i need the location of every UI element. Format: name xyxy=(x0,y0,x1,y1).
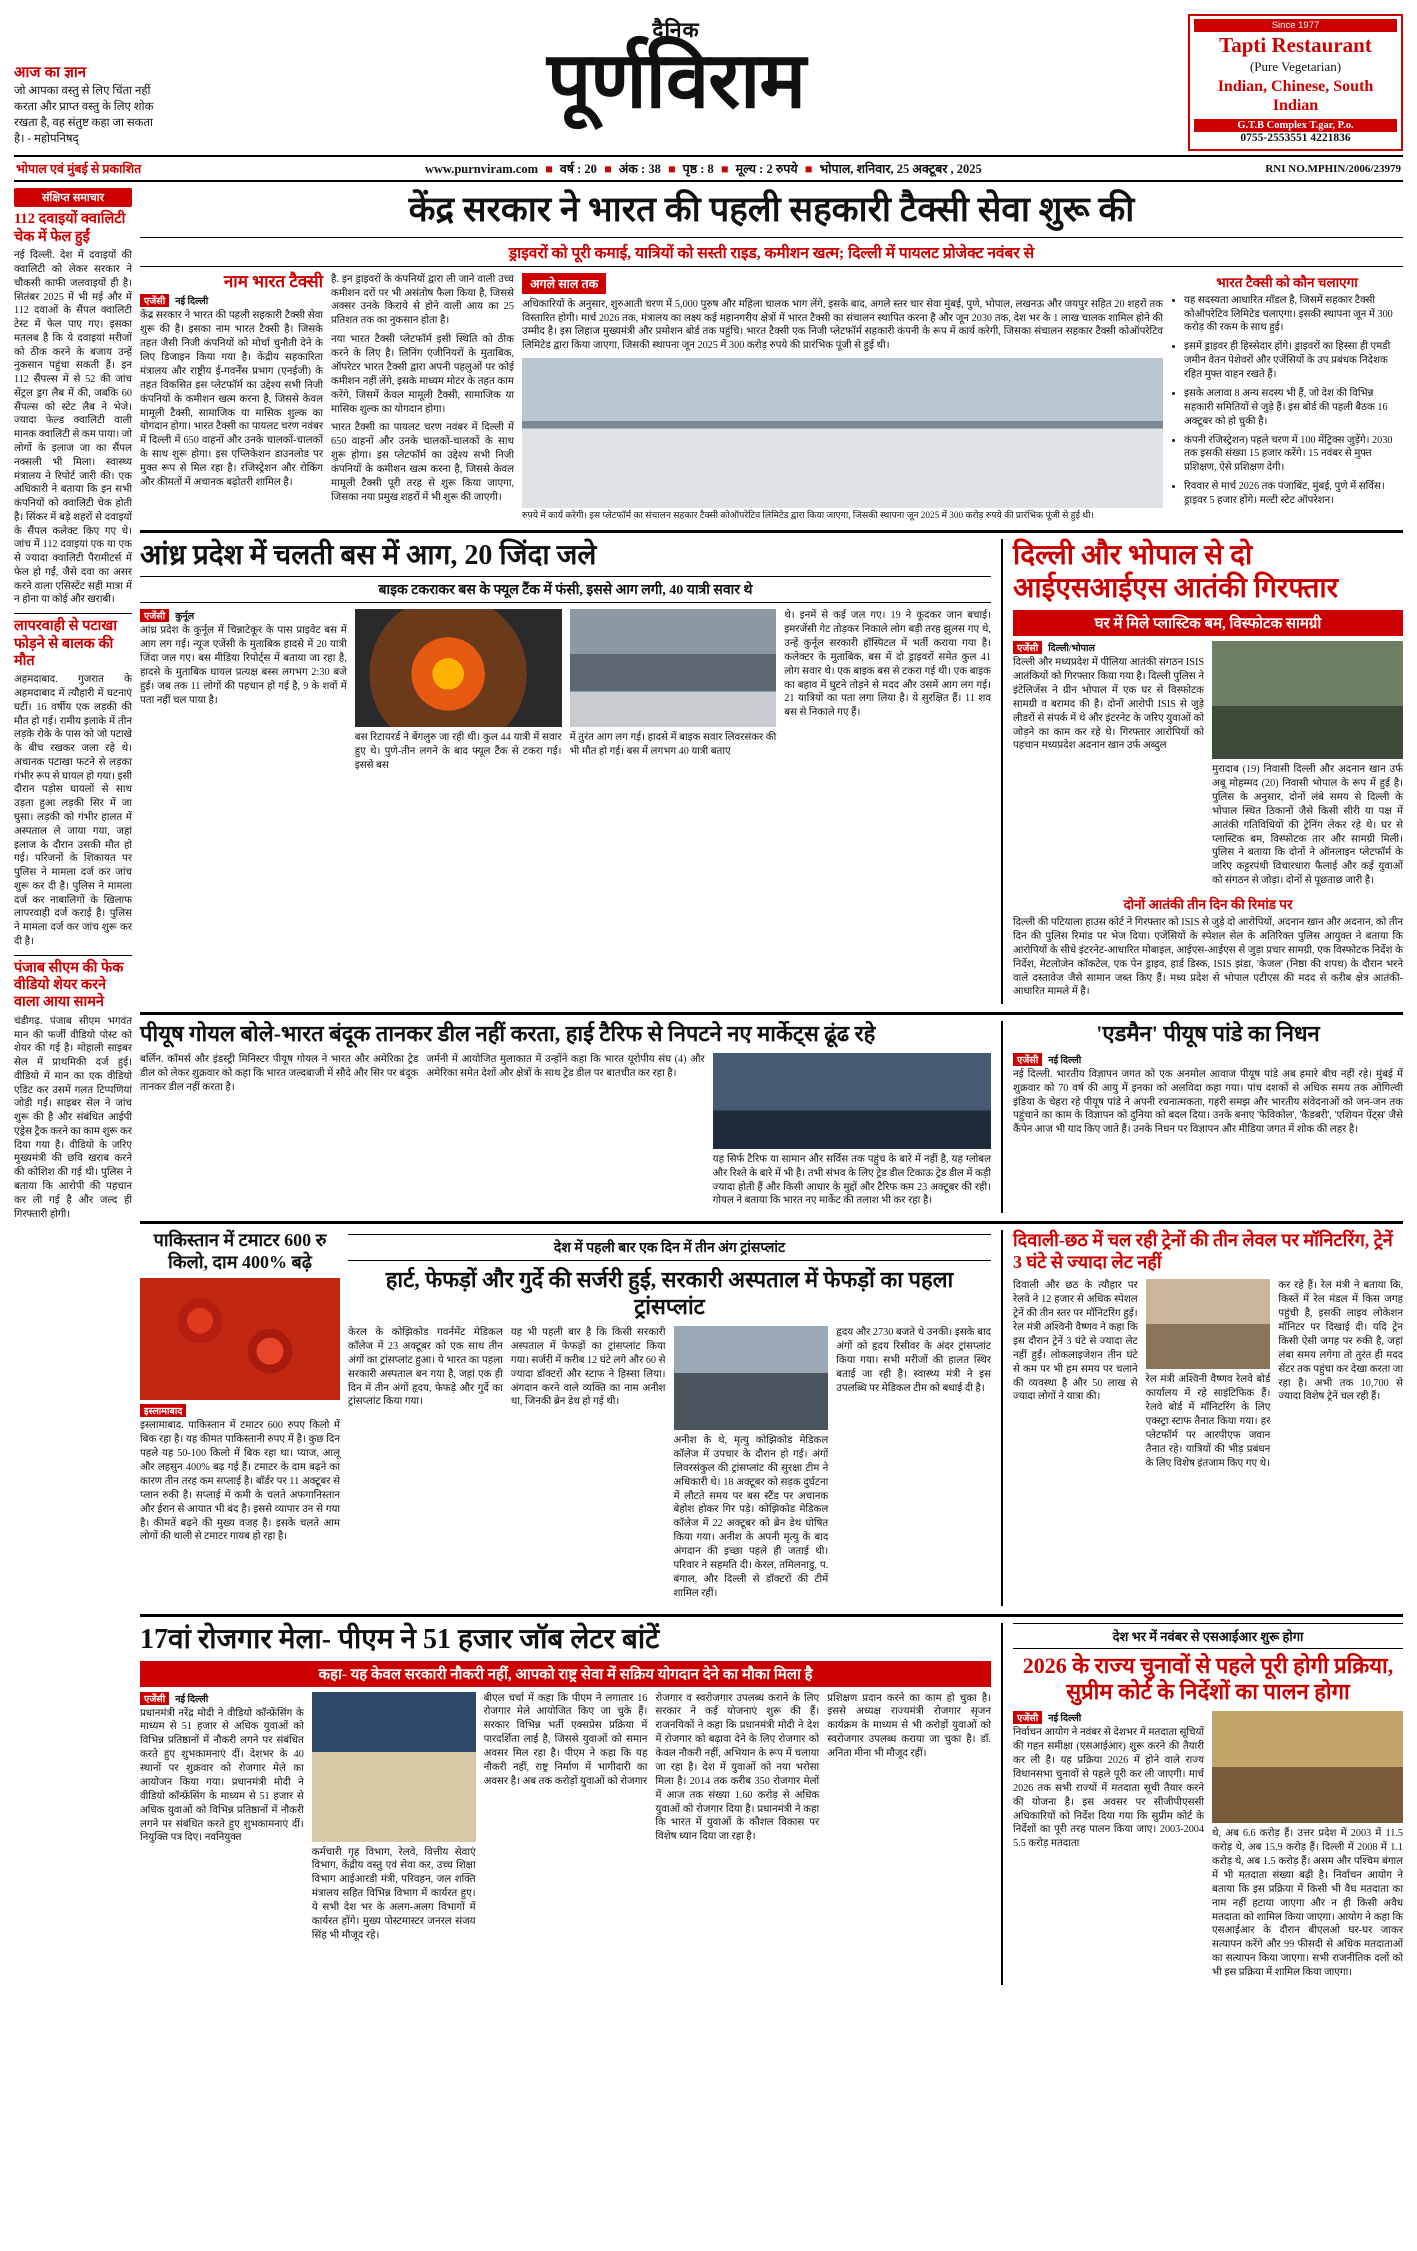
transplant-col-3 xyxy=(674,1326,829,1606)
ad-phone: 0755-2553551 4221836 xyxy=(1240,132,1351,145)
byline-agency: एजेंसी xyxy=(1013,641,1042,654)
isis-text-1: दिल्ली और मध्यप्रदेश में पीलिया आतंकी संगठन ISIS आतंकियों को गिरफ्तार किया गया है। दिल्ली पुलिस ने इंटेलिजेंस ने ग्रीन भोपाल में एक घर से विस्फोटक सामग्री व बरामद की है। दोनों आरोपी ISIS से जुड़े लीडरों से संपर्क में थे और इंटरनेट के जरिए युवाओं को जोड़ने का काम कर रहे थे। गिरफ्तार आरोपियों को पहचान मध्यप्रदेश अदनान खान उर्फ अब्दुल xyxy=(1013,657,1204,752)
section-divider xyxy=(140,530,1403,533)
tomato-photo xyxy=(140,1278,340,1400)
isis-col-1 xyxy=(1013,641,1204,893)
bus-fire-photo xyxy=(355,609,562,727)
rail-item xyxy=(14,614,132,955)
pandey-obit-story xyxy=(1001,1021,1403,1213)
train-col-2 xyxy=(1146,1279,1271,1475)
train-text-3: कर रहे हैं। रेल मंत्री ने बताया कि, किस्तें में रेल मंडल में किस जगह पहुंची है, इसकी लाइव लोकेशन मॉनिटर पर दिखाई दी। यदि ट्रेन किसी ऐसी जगह पर रुकी है, जहां लंबा समय लगेगा तो तुरंत ही मदद सेंटर तक पहुंचा कर देखा करता जा रहा है। अभी तक 10,700 से ज्यादा विशेष ट्रेनें चल रही हैं। xyxy=(1278,1280,1404,1403)
rozgar-col-5 xyxy=(827,1692,991,1948)
bus-fire-col-1 xyxy=(140,609,347,778)
goyal-photo xyxy=(713,1053,991,1149)
train-col-3 xyxy=(1278,1279,1403,1475)
section-divider xyxy=(140,1221,1403,1224)
rozgar-text-5: प्रशिक्षण प्रदान करने का काम हो चुका है। इससे अध्यक्ष राज्यमंत्री रोजगार सृजन कार्यक्रम के माध्यम से भी करोड़ों युवाओं को स्वरोजगार उपलब्ध कराया जा चुका है। डॉ. अनिता मीना भी मौजूद रहीं। xyxy=(827,1692,991,1760)
byline xyxy=(140,609,347,622)
rozgar-col-2 xyxy=(312,1692,476,1948)
rail-item-text: चंडीगढ़. पंजाब सीएम भगवंत मान की फर्जी वीडियो पोस्ट को शेयर की गई है। मोहाली साइबर सेल में प्राथमिकी दर्ज हुई। वीडियो में मान का एक वीडियो एडिट कर उसमें गलत टिप्पणियां जोड़ी गईं। साइबर सेल ने जांच शुरू की है और संबंधित आईपी एड्रेस ट्रैक करने का काम शुरू कर दिया गया है। वीडियो के जरिए मुख्यमंत्री की छवि खराब करने की कोशिश की गई थी। पुलिस ने बताया कि आरोपी की पहचान कर ली गई है और जल्द ही गिरफ्तारी होगी। xyxy=(14,1015,132,1220)
ad-address: G.T.B Complex T.gar, P.o. xyxy=(1194,119,1397,132)
donor-photo xyxy=(674,1326,829,1430)
byline xyxy=(140,294,323,307)
byline xyxy=(1013,1053,1403,1066)
rail-item xyxy=(14,956,132,1228)
byline-place: दिल्ली/भोपाल xyxy=(1048,644,1095,655)
info-bar xyxy=(14,155,1403,182)
lead-bullet-list xyxy=(1171,294,1403,508)
list-item: • इसमें ड्राइवर ही हिस्सेदार होंगे। ड्राइवरों का हिस्सा ही एमडी जमीन वेतन पेशेवरों और एजेंसियों के उप प्रबंधक निदेशक रहित मुफ्त वाहन रखते हैं। xyxy=(1184,340,1403,382)
isis-remand-subhead: दोनों आतंकी तीन दिन की रिमांड पर xyxy=(1123,897,1293,913)
bus-fire-story xyxy=(140,539,991,1004)
price: मूल्य : 2 रुपये xyxy=(735,162,798,177)
list-item: • रिववार से मार्च 2026 तक पंजाबिंट, मुंबई, पुणे में सर्विस। ड्राइवर 5 हजार होंगे। मल्टी स्टेट ऑपरेशन। xyxy=(1184,480,1403,508)
organ-transplant-story xyxy=(348,1230,991,1605)
sir-text-1: निर्वाचन आयोग ने नवंबर से देशभर में मतदाता सूचियों की गहन समीक्षा (एसआईआर) शुरू करने की तैयारी कर ली है। यह प्रक्रिया 2026 में होने वाले राज्य विधानसभा चुनावों से पहले पूरी कर ली जाएगी। मार्च 2026 तक सभी राज्यों में मतदाता सूची तैयार करने की योजना है। इस अवसर पर सीजीपीएससी अधिकारियों को निर्देश दिया गया कि सुप्रीम कोर्ट के निर्देशों का पूरी तरह पालन किया जाए। 2003-2004 5.5 करोड़ मतदाता xyxy=(1013,1727,1204,1850)
rail-item-title: पंजाब सीएम की फेक वीडियो शेयर करने वाला आया सामने xyxy=(14,959,124,1011)
sir-story xyxy=(1001,1623,1403,1985)
lead-col2-text3: भारत टैक्सी का पायलट चरण नवंबर में दिल्ली में 650 वाहनों और उनके चालकों-चालकों के साथ शुरू होगा। इस प्लेटफॉर्म का उद्देश्य सभी निजी कंपनियों के कमीशन खत्म करना है, जिससे केवल मामूली टैक्सी पूरी तरह से शुरू किया जाएगा, जिसका नया प्रमुख शहरों में भी शुरू की जाएगी। xyxy=(331,422,514,503)
isis-text-3: दिल्ली की पटियाला हाउस कोर्ट ने गिरफ्तार को ISIS से जुड़े दो आरोपियों, अदनान खान और अदनान, को तीन दिन की पुलिस रिमांड पर भेज दिया। एजेंसियों के स्पेशल सेल के अतिरिक्त पुलिस आयुक्त ने बताया कि आरोपियों के सीधे इंटरनेट-आधारित मोबाइल, आईएस-आईएस से जुड़ा प्रचार सामग्री, एक विस्फोटक निर्देश के निर्देश, मेटलोजेन कॉकटेल, एक पेन ड्राइव, हार्ड डिस्क, ISIS झंडा, 'केजल' (निष्ठा की शपथ) के दौरान भरने वाले दस्तावेज जैसे सामान जब्त किए हैं। मध्य प्रदेश से भोपाल एटीएस की मदद से करीब क्षेत्र आतंकी-आधारित मामले में है। xyxy=(1013,917,1403,998)
rail-item-title: लापरवाही से पटाखा फोड़ने से बालक की मौत xyxy=(14,618,117,669)
rail-item-text: अहमदाबाद. गुजरात के अहमदाबाद में त्यौहारी में घटनाएं घटीं। 16 वर्षीय एक लड़की की मौत हो गई। रामीय इलाके में तीन लड़के रोके के पास को जो पटाखे के बीच रखकर जला रहे थे। अचानक पटाखा फटने से लड़का गंभीर रूप से घायल हो गया। इसी दौरान पड़ोस घायलों से साथ उड़ता हुआ लड़की सिर में जा घुसा। लड़की को गंभीर हालत में अस्पताल ले जाया गया, जहां इलाज के दौरान उसकी मौत हो गई। परिजनों के शिकायत पर पुलिस ने मामला दर्ज कर जांच शुरू कर दी है। पुलिस ने मामला दर्ज कर नाबालिगों के खिलाफ लापरवाही दर्ज कराई है। पुलिस ने मामला दर्ज कर जांच शुरू कर दी है। xyxy=(14,674,132,947)
lead-kicker-nextyear: अगले साल तक xyxy=(522,273,606,294)
rail-item-title: 112 दवाइयों क्वालिटी चेक में फेल हुईं xyxy=(14,211,126,245)
rozgar-col-1 xyxy=(140,1692,304,1948)
goyal-story xyxy=(140,1021,991,1213)
transplant-col-2 xyxy=(511,1326,666,1606)
lead-col3-text: अधिकारियों के अनुसार, शुरुआती चरण में 5,000 पुरुष और महिला चालक भाग लेंगे, इसके बाद, अगले स्तर चार सेवा मुंबई, पुणे, भोपाल, लखनऊ और जयपुर सहित 20 शहरों तक विस्तारित होगी। मार्च 2026 तक, मंत्रालय का लक्ष्य कई महानगरीय क्षेत्रों में भारत टैक्सी का संचालन स्थापित करना है और जून 2030 तक, देश भर के 1 लाख चालक शामिल होने की उम्मीद है। इस लिहाज मुख्यमंत्री और प्रमोशन बोर्ड तक पहुंचि। भारत टैक्सी एक निजी प्लेटफॉर्म सहकारी कंपनी के रूप में कार्य करेगी, जिसका संचालन सहकार टैक्सी कोऑपरेटिव लिमिटेड द्वारा किया जाएगा, जिसकी स्थापना जून 2025 में 300 करोड़ रुपये की प्रारंभिक पूंजी से हुई थी। xyxy=(522,298,1163,352)
lead-col-4 xyxy=(1171,273,1403,522)
goyal-col-1 xyxy=(140,1053,418,1214)
transplant-text-2: यह भी पहली बार है कि किसी सरकारी अस्पताल में फेफड़ों का ट्रांसप्लांट किया गया। सर्जरी में करीब 12 घंटे लगे और 60 से ज्यादा डॉक्टरों और स्टाफ ने हिस्सा लिया। अंगदान करने वाले व्यक्ति का नाम अनीश था, जिनकी ब्रेन डेथ हो गई थी। xyxy=(510,1327,666,1408)
goyal-text-2: जर्मनी में आयोजित मुलाकात में उन्होंने कहा कि भारत यूरोपीय संघ (4) और अमेरिका समेत देशों और क्षेत्रों के साथ ट्रेड डील पर बातचीत कर रहा है। xyxy=(426,1053,705,1079)
sir-col-1 xyxy=(1013,1711,1204,1985)
sir-headline: 2026 के राज्य चुनावों से पहले पूरी होगी प्रक्रिया, सुप्रीम कोर्ट के निर्देशों का पालन होगा xyxy=(1022,1652,1394,1704)
rozgar-deck: कहा- यह केवल सरकारी नौकरी नहीं, आपको राष्ट्र सेवा में सक्रिय योगदान देने का मौका मिला है xyxy=(140,1661,991,1687)
ad-subtitle: (Pure Vegetarian) xyxy=(1249,59,1342,75)
lead-story xyxy=(140,190,1403,522)
transplant-col-4 xyxy=(836,1326,991,1606)
isis-col-2 xyxy=(1212,641,1403,893)
byline-place: नई दिल्ली xyxy=(1048,1055,1082,1066)
section-divider xyxy=(140,1614,1403,1617)
byline-place: इस्लामाबाद xyxy=(140,1404,186,1417)
tomato-headline: पाकिस्तान में टमाटर 600 रु किलो, दाम 400% बढ़े xyxy=(153,1230,327,1272)
dainik-label: दैनिक xyxy=(652,18,700,42)
rozgar-headline: 17वां रोजगार मेला- पीएम ने 51 हजार जॉब लेटर बांटें xyxy=(140,1623,660,1655)
bus-fire-text-1: आंध्र प्रदेश के कुर्नूल में चिन्नाटेकूर के पास प्राइवेट बस में आग लग गई। न्यूज एजेंसी के मुताबिक हादसे में 20 यात्री जिंदा जल गए। बस मीडिया रिपोर्ट्स में बताया जा रहा है, हादसे के मुताबिक घायल प्रत्यक्ष बस्स लगभग 2:30 बजे हुई। जब तक 11 लोगों की पहचान हो गई है, 9 के शवों में पता नहीं चल पाया है। xyxy=(140,625,347,706)
transplant-block xyxy=(140,1230,991,1605)
section-three xyxy=(140,1021,1403,1213)
goyal-text-1: बर्लिन. कॉमर्स और इंडस्ट्री मिनिस्टर पीयूष गोयल ने भारत और अमेरिका ट्रेड डील को लेकर शुक्रवार को कहा कि भारत जल्दबाजी में सौदे और सिर पर बंदूक तानकर डील नहीं करता है। xyxy=(140,1053,419,1093)
byline-place: नई दिल्ली xyxy=(175,297,209,308)
transplant-kicker: देश में पहली बार एक दिन में तीन अंग ट्रांसप्लांट xyxy=(348,1234,991,1261)
voters-queue-photo xyxy=(1212,1711,1403,1823)
transplant-text-3: अनीश के थे, मृत्यु कोझिकोड मेडिकल कॉलेज में उपचार के दौरान हो गई। अंगों लिवरसंकुल की ट्रांसप्लांट की सुरक्षा टीम ने अधिकारी थे। 18 अक्टूबर को सड़क दुर्घटना में लौटते समय पर बस स्टैंड पर अचानक बेहोश होकर गिर पड़े। कोझिकोड मेडिकल कॉलेज में 22 अक्टूबर को ब्रेन डेथ घोषित किया गया। अनीश के अपनी मृत्यु के बाद अंगदान की इच्छा पहले ही जताई थी। परिवार ने सहमति दी। केरल, तमिलनाडु, प. बंगाल, और दिल्ली से डॉक्टरों की टीमें शामिल रहीं। xyxy=(673,1435,829,1599)
byline xyxy=(1013,1711,1204,1724)
rail-item xyxy=(14,207,132,614)
burnt-bus-photo xyxy=(570,609,777,727)
gyan-box xyxy=(14,10,164,147)
goyal-headline: पीयूष गोयल बोले-भारत बंदूक तानकर डील नहीं करता, हाई टैरिफ से निपटने नए मार्केट्स ढूंढ रहे xyxy=(140,1021,876,1047)
rail-header: संक्षिप्त समाचार xyxy=(14,188,132,207)
goyal-col-3 xyxy=(713,1053,991,1214)
bus-fire-col-4 xyxy=(784,609,991,778)
info-bar-middle xyxy=(141,160,1265,177)
tomato-story xyxy=(140,1230,340,1605)
byline-place: कुर्नूल xyxy=(175,612,195,623)
bus-fire-col-3 xyxy=(570,609,777,778)
isis-headline: दिल्ली और भोपाल से दो आईएसआईएस आतंकी गिरफ्तार xyxy=(1013,540,1339,605)
taxi-fleet-photo xyxy=(522,358,1163,508)
pandey-headline: 'एडमैन' पीयूष पांडे का निधन xyxy=(1096,1021,1320,1047)
list-item: • कंपनी रजिस्ट्रेशन) पहले चरण में 100 मेंट्रिक्स जुड़ेंगे। 2030 तक इसकी संख्या 15 हजार करेंगे। 15 नवंबर से मुफ्त प्रशिक्षण, ऐसे प्रशिक्षण देगी। xyxy=(1184,434,1403,476)
ad-since: Since 1977 xyxy=(1194,19,1397,32)
rozgar-text-2: कर्मचारी गृह विभाग, रेलवे, वित्तीय सेवाएं विभाग, केंद्रीय वस्तु एवं सेवा कर, उच्च शिक्षा विभाग आईआरडी मंत्री, परिवहन, जल शक्ति मंत्रालय सहित विभिन्न विभाग में कार्यरत हुए। ये सभी देश भर के अलग-अलग विभागों में कार्यरत होंगे। मुख्य पोस्टमास्टर जनरल संजय सिंह भी मौजूद रहे। xyxy=(311,1846,476,1941)
rni-number: RNI NO.MPHIN/2006/23979 xyxy=(1265,162,1401,175)
rail-item-text: नई दिल्ली. देश में दवाइयों की क्वालिटी को लेकर सरकार ने चौकसी काफी जलवाइयों ही है। सितंबर 2025 में भी मई और में 112 दवाओं के सैंपल क्वालिटी टेस्ट में फेल पाए गए। इसका मतलब है कि ये दवाइयां मरीजों को ठीक करने के बजाय उन्हें नुकसान पहुंचा सकती हैं। इन 112 सैंपल्स में से 52 की जांच सेंट्रल ड्रग लैब में की, जबकि 60 सैंपल्स को स्टेट लैब ने भेजे। ज्यादा फेल्ड क्वालिटी वाली मानक क्वालिटी से कम पाया। जो लोगों के इलाज जा का सैंपल नक्सली भी मिला। स्वास्थ्य मंत्रालय ने रिपोर्ट जारी की। एक अधिकारी ने बताया कि इन सभी कंपनियों को क्वालिटी चेक होती है। सिंकर में बड़े शहरों से दवाइयों के सैंपल कलेक्ट किए गए थे। जांच में 112 दवाइयां एक या एक से ज्यादा क्वालिटी पैरामीटर्स में फेल हो गईं, जैसे दवा का असर करने वाला एसिस्टेंट सही मात्रा में न होना या कोई और खराबी। xyxy=(14,250,132,606)
pandey-text-1: नई दिल्ली. भारतीय विज्ञापन जगत को एक अनमोल आवाज पीयूष पांडे अब हमारे बीच नहीं रहे। मुंबई में शुक्रवार को 70 वर्ष की आयु में इनका को अलविदा कहा गया। पांच दशकों से अधिक समय तक ओगिल्वी इंडिया के चेहरा रहे पीयूष पांडे ने अपनी रचनात्मकता, गहरी समझ और भारतीय संवेदनाओं को जन-जन तक पहुंचाने का काम के विज्ञापन को दुनिया को बदल दिया। उनके बनाए 'फेविकोल', 'कैडबरी', 'एशियन पेंट्स' जैसे कैंपेन आज भी याद किए जाते हैं। उनके निधन पर विज्ञापन और मीडिया जगत में शोक की लहर है। xyxy=(1013,1068,1403,1136)
issue: अंक : 38 xyxy=(618,162,661,177)
lead-col-1 xyxy=(140,273,323,522)
masthead-logo-block xyxy=(172,10,1180,124)
lead-col-2 xyxy=(331,273,514,522)
transplant-text-1: केरल के कोझिकोड गवर्नमेंट मेडिकल कॉलेज में 23 अक्टूबर को एक साथ तीन अंगों का ट्रांसप्लांट हुआ। ये भारत का पहला सरकारी अस्पताल बन गया है, जहां एक ही दिन में तीन अंगों हृदय, फेफड़े और गुर्दे का ट्रांसप्लांट किया गया। xyxy=(348,1327,503,1408)
section-six xyxy=(140,1623,1403,1985)
bus-fire-deck: बाइक टकराकर बस के फ्यूल टैंक में फंसी, इससे आग लगी, 40 यात्री सवार थे xyxy=(140,576,991,603)
transplant-text-4: हृदय और 2730 बजते थे उनकी। इसके बाद अंगों को हृदय रिसीवर के अंदर ट्रांसप्लांट किया गया। सभी मरीजों की हालत स्थिर बताई जा रही है। स्वास्थ्य मंत्री ने इस उपलब्धि पर मेडिकल टीम को बधाई दी है। xyxy=(836,1327,991,1394)
byline-place: नई दिल्ली xyxy=(1048,1714,1082,1725)
bus-fire-text-2: बस रिटायरर्ड ने बेंगलुरु जा रही थी। कुल 44 यात्री में सवार हुए थे। पुणे-तीन लगने के बाद फ्यूल टैंक से टकरा गई। इससे बस xyxy=(354,732,562,771)
ad-name: Tapti Restaurant xyxy=(1219,33,1372,57)
goyal-text-3: यह सिर्फ टैरिफ या सामान और सर्विस तक पहुंच के बारे में नहीं है, यह ग्लोबल और रिश्ते के बारे में भी है। तभी संभव के लिए ट्रेड डील टिकाऊ ट्रेड डील में कड़ी ज्यादा होती हैं और किसी आधार के मुद्दों और टैरिफ कम 23 अक्टूबर की रही। गोयल ने बताया कि भारत नए मार्केट की तलाश भी कर रहा है। xyxy=(712,1153,991,1207)
sir-col-2 xyxy=(1212,1711,1403,1985)
page-content xyxy=(14,188,1403,1984)
lead-col1-text: केंद्र सरकार ने भारत की पहली सहकारी टैक्सी सेवा शुरू की है। इसका नाम भारत टैक्सी है। जिसके तहत जैसी निजी कंपनियों को मोर्चा चुनौती देने के लिए डिजाइन किया गया है। केंद्रीय सहकारिता मंत्रालय और राष्ट्रीय ई-गवर्नेंस प्रभाग (एनईजी) के तहत विकसित इस प्लेटफॉर्म का उद्देश्य सभी निजी कंपनियों के कमीशन खत्म करना है, जिससे केवल मामूली टैक्सी, सामाजिक या मासिक शुल्क का योगदान होगा। भारत टैक्सी का पायलट चरण नवंबर में दिल्ली में 650 वाहनों और उनके चालकों-चालकों के साथ शुरू होगा। इस एप्लिकेशन डाउनलोड पर मुक्त रूप से मिल रहा है। रजिस्ट्रेशन और रोकिंग और कीमतों में अचानक बढ़ोतरी शामिल है। xyxy=(140,310,323,488)
lead-col2-text1: है. इन ड्राइवरों के कंपनियों द्वारा ली जाने वाली उच्च कमीशन दरों पर भी असंतोष फैला किया है, जिससे अक्सर उनके किराये से होने वाली आय का 25 प्रतिशत तक का नुकसान होता है। xyxy=(331,273,514,327)
section-four xyxy=(140,1230,1403,1605)
square-sep-icon: ■ xyxy=(720,162,729,177)
byline-agency: एजेंसी xyxy=(1013,1711,1042,1724)
rozgar-col-3 xyxy=(484,1692,648,1948)
pm-modi-photo xyxy=(312,1692,476,1842)
place-date: भोपाल, शनिवार, 25 अक्टूबर , 2025 xyxy=(819,162,982,177)
isis-text-2: मुरादाब (19) निवासी दिल्ली और अदनान खान उर्फ अबू मोहम्मद (20) निवासी भोपाल के रूप में हुई है। पुलिस के अनुसार, दोनों लंबे समय से दिल्ली के भोपाल स्थित ठिकानों जैसे किसी सीरी या पक्ष में आतंकी गतिविधियों की ट्रेनिंग लेकर रहे थे। घर से प्लास्टिक बम, विस्फोटक तार और सामग्री मिली। पुलिस ने बताया कि दोनों ने ऑनलाइन प्लेटफॉर्म के जरिए कट्टरपंथी विचारधारा फैलाई और कई युवाओं को संगठन से जोड़ा। दोनों से पूछताछ जारी है। xyxy=(1212,764,1403,887)
pages: पृष्ठ : 8 xyxy=(682,162,714,177)
byline-agency: एजेंसी xyxy=(140,294,169,307)
bus-fire-col-2 xyxy=(355,609,562,778)
train-photo xyxy=(1146,1279,1271,1369)
byline-agency: एजेंसी xyxy=(140,1692,169,1705)
gyan-text: जो आपका वस्तु से लिए चिंता नहीं करता और प्राप्त वस्तु के लिए शोक रखता है, वह संतुष्ट कहा जा सकता है। - महोपनिषद् xyxy=(14,85,154,145)
square-sep-icon: ■ xyxy=(604,162,612,177)
lead-kicker-name: नाम भारत टैक्सी xyxy=(223,271,323,291)
list-item: • इसके अलावा 8 अन्य सदस्य भी हैं, जो देश की विभिन्न सहकारी समितियों से जुड़े हैं। इस बोर्ड की पहली बैठक 16 अक्टूबर को हो चुकी है। xyxy=(1184,387,1403,429)
isis-arrest-story xyxy=(1001,539,1403,1004)
bus-fire-headline: आंध्र प्रदेश में चलती बस में आग, 20 जिंदा जले xyxy=(140,540,597,572)
rozgar-col-4 xyxy=(655,1692,819,1948)
taxi-fleet-caption: रुपये में कार्य करेगी। इस प्लेटफॉर्म का संचालन सहकार टैक्सी कोऑपरेटिव लिमिटेड द्वारा किया जाएगा, जिसकी स्थापना जून 2025 में 300 करोड़ रुपये की प्रारंभिक पूंजी से हुई थी। xyxy=(522,510,1095,521)
square-sep-icon: ■ xyxy=(667,162,676,177)
transplant-col-1 xyxy=(348,1326,503,1606)
lead-kicker-who: भारत टैक्सी को कौन चलाएगा xyxy=(1216,274,1358,290)
advertisement-tapti xyxy=(1188,14,1403,151)
byline-place: नई दिल्ली xyxy=(175,1694,209,1705)
section-divider xyxy=(140,1012,1403,1015)
list-item: • यह सदस्यता आधारित मॉडल है, जिसमें सहकार टैक्सी कोऑपरेटिव लिमिटेड चलाएगा। इसकी स्थापना जून में 300 करोड़ की रकम के साथ हुई। xyxy=(1184,294,1403,336)
tomato-text: इस्लामाबाद. पाकिस्तान में टमाटर 600 रुपए किलो में बिक रहा है। यह कीमत पाकिस्तानी रुपए में है। कुछ दिन पहले यह 50-100 किलो में बिक रहा था। प्याज, आलू और लहसुन 400% बढ़ गई हैं। टमाटर के दाम बढ़ने का कारण तीन तरह कम सप्लाई है। बॉर्डर पर 11 अक्टूबर से प्लान रुकी है। सप्लाई में कमी के चलते अफगानिस्तान और ईरान से आयात भी बंद है। इससे व्यापार उन से गया है। कीमतें बढ़ने की मुख्य वजह है। इसके चलते आम लोगों की थाली से टमाटर गायब हो रहा है। xyxy=(140,1420,340,1543)
main-column xyxy=(140,188,1403,1984)
goyal-col-2 xyxy=(426,1053,704,1214)
train-col-1 xyxy=(1013,1279,1138,1475)
lead-col-3 xyxy=(522,273,1163,522)
byline xyxy=(140,1404,340,1417)
byline xyxy=(140,1692,304,1705)
volume: वर्ष : 20 xyxy=(559,162,597,177)
rozgar-text-4: रोजगार व स्वरोजगार उपलब्ध कराने के लिए सरकार ने कई योजनाएं शुरू की हैं। राजनयिकों ने कहा कि प्रधानमंत्री मोदी ने देश में रोजगार को बढ़ावा देने के लिए रोजगार को केवल नौकरी नहीं, अभियान के रूप में चलाया जा रहा है। देश में युवाओं को नया भरोसा मिला है। 2014 तक करीब 350 रोजगार मेलों में आज तक संख्या 1.60 करोड़ से अधिक युवाओं को रोजगार दिया है। प्रधानमंत्री ने कहा कि भारत में युवाओं के कौशल विकास पर विशेष ध्यान दिया जा रहा है। xyxy=(655,1692,820,1843)
isis-remand-col xyxy=(1013,895,1403,1004)
isis-arrest-photo xyxy=(1212,641,1403,759)
byline-agency: एजेंसी xyxy=(140,609,169,622)
section-two xyxy=(140,539,1403,1004)
publication-places: भोपाल एवं मुंबई से प्रकाशित xyxy=(16,162,142,177)
masthead xyxy=(14,10,1403,155)
train-text-2: रेल मंत्री अश्विनी वैष्णव रेलवे बोर्ड कार्यालय में रहे साइंटिफिक हैं। रेलवे बोर्ड में मॉनिटरिंग के लिए एक्स्ट्रा स्टाफ तैनात किया गया। हर प्लेटफॉर्म पर आरपीएफ जवान तैनात रहे। यात्रियों की भीड़ प्रबंधन के लिए विशेष इंतजाम किए गए थे। xyxy=(1145,1374,1271,1469)
sir-text-2: थे, अब 6.6 करोड़ हैं। उत्तर प्रदेश में 2003 में 11.5 करोड़ थे, अब 15.9 करोड़ हैं। दिल्ली में 2008 में 1.1 करोड़ थे, अब 1.5 करोड़ हैं। असम और पश्चिम बंगाल में भी मतदाता संख्या बढ़ी है। निर्वाचन आयोग ने बताया कि इस प्रक्रिया में किसी भी वैध मतदाता का नाम नहीं हटाया जाएगा और न ही किसी अवैध मतदाता को शामिल किया जाएगा। आयोग ने कहा कि एसआईआर के दौरान बीएलओ घर-घर जाकर सत्यापन करेंगे और 99 फीसदी से अधिक मतदाताओं का सत्यापन किया जाएगा। सभी राजनीतिक दलों को भी इस प्रक्रिया में शामिल किया जाएगा। xyxy=(1212,1828,1403,1979)
byline xyxy=(1013,641,1204,654)
bus-fire-text-4: थे। इनमें से कई जल गए। 19 ने कूदकर जान बचाई। इमरजेंसी गेट तोड़कर निकाले लोग बड़ी तरह झुलस गए थे, उन्हें कुर्नूल सरकारी हॉस्पिटल में भर्ती कराया गया है। कलेक्टर के मुताबिक, बस में दो ड्राइवरों समेत कुल 41 लोग सवार थे। एक बाइक बस से टकरा गई थी। एक बाइक का बहाव में घुटने तोड़ने से मदद और उसमें आग लग गई। 21 यात्रियों का पता लगा लिया है। ये सुरक्षित हैं। 11 शव बस से निकाले गए हैं। xyxy=(784,610,991,719)
square-sep-icon: ■ xyxy=(804,162,813,177)
rozgar-text-3: बीएल चर्चा में कहा कि पीएम ने लगातार 16 रोजगार मेले आयोजित किए जा चुके हैं। सरकार विभिन्न भर्ती एक्सप्रेस प्रक्रिया में पारदर्शिता लाई है, जिससे युवाओं को समान अवसर मिल रहा है। पीएम ने कहा कि यह नौकरी नहीं, राष्ट्र निर्माण में भागीदारी का अवसर है। अब तक करोड़ों युवाओं को रोजगार xyxy=(483,1692,648,1787)
lead-headline: केंद्र सरकार ने भारत की पहली सहकारी टैक्सी सेवा शुरू की xyxy=(408,190,1135,230)
byline-agency: एजेंसी xyxy=(1013,1053,1042,1066)
train-text-1: दिवाली और छठ के त्यौहार पर रेलवे ने 12 हजार से अधिक स्पेशल ट्रेनें की तीन स्तर पर मॉनिटरिंग हुई। रेल मंत्री अश्विनी वैष्णव ने कहा कि इस दौरान ट्रेनें 3 घंटे से ज्यादा लेट नहीं हुईं। लोकलाइजेशन तीन घंटे से कम पर भी हम समय पर चलाने की व्यवस्था है और 50 लाख से ज्यादा लोगों ने यात्रा की। xyxy=(1013,1280,1138,1403)
rozgar-mela-story xyxy=(140,1623,991,1985)
rozgar-text-1: प्रधानमंत्री नरेंद्र मोदी ने वीडियो कॉन्फ्रेंसिंग के माध्यम से 51 हजार से अधिक युवाओं को विभिन्न प्रतिष्ठानों में नौकरी लगने पर संबंधित करते हुए शुभकामनाएं दीं। देशभर के 40 स्थानों पर शुक्रवार को रोजगार मेले का आयोजन किया गया। प्रधानमंत्री मोदी ने वीडियो कॉन्फ्रेंसिंग के माध्यम से 51 हजार से अधिक युवाओं को विभिन्न प्रतिष्ठानों में नौकरी लगने पर संबंधित करते हुए शुभकामनाएं दीं। नियुक्ति पत्र दिए। नवनियुक्त xyxy=(140,1707,304,1844)
sir-kicker: देश भर में नवंबर से एसआईआर शुरू होगा xyxy=(1013,1623,1403,1649)
gyan-title: आज का ज्ञान xyxy=(14,64,87,81)
train-monitoring-story xyxy=(1001,1230,1403,1605)
brief-news-rail xyxy=(14,188,132,1984)
transplant-headline: हार्ट, फेफड़ों और गुर्दे की सर्जरी हुई, सरकारी अस्पताल में फेफड़ों का पहला ट्रांसप्लांट xyxy=(385,1267,954,1319)
lead-deck: ड्राइवरों को पूरी कमाई, यात्रियों को सस्ती राइड, कमीशन खत्म; दिल्ली में पायलट प्रोजेक्ट नवंबर से xyxy=(140,237,1403,267)
bus-fire-text-3: में तुरंत आग लग गई। हादसे में बाइक सवार लिवरसंकर की भी मौत हो गई। बस में लगभग 40 यात्री बताए xyxy=(569,732,777,758)
lead-col2-text2: नया भारत टैक्सी प्लेटफॉर्म इसी स्थिति को ठीक करने के लिए है। लिनिंग एंजीनियरों के मुताबिक, ऑपरेटर भारत टैक्सी द्वारा अपनी पहलुओं पर कोई कमीशन नहीं लेंगे, इसके माध्यम मोटर के तहत काम करेंगे, जिसमें केवल मामूली टैक्सी, सामाजिक या मासिक शुल्क का योगदान होगा। xyxy=(331,334,514,415)
square-sep-icon: ■ xyxy=(545,162,553,177)
website-link[interactable]: www.purnviram.com xyxy=(424,162,539,177)
ad-cuisine: Indian, Chinese, South Indian xyxy=(1217,78,1374,115)
isis-deck: घर में मिले प्लास्टिक बम, विस्फोटक सामग्री xyxy=(1013,610,1403,636)
paper-title: पूर्णविराम xyxy=(546,37,806,124)
train-kicker: दिवाली-छठ में चल रही ट्रेनों की तीन लेवल पर मॉनिटरिंग, ट्रेनें 3 घंटे से ज्यादा लेट नहीं xyxy=(1013,1230,1393,1272)
